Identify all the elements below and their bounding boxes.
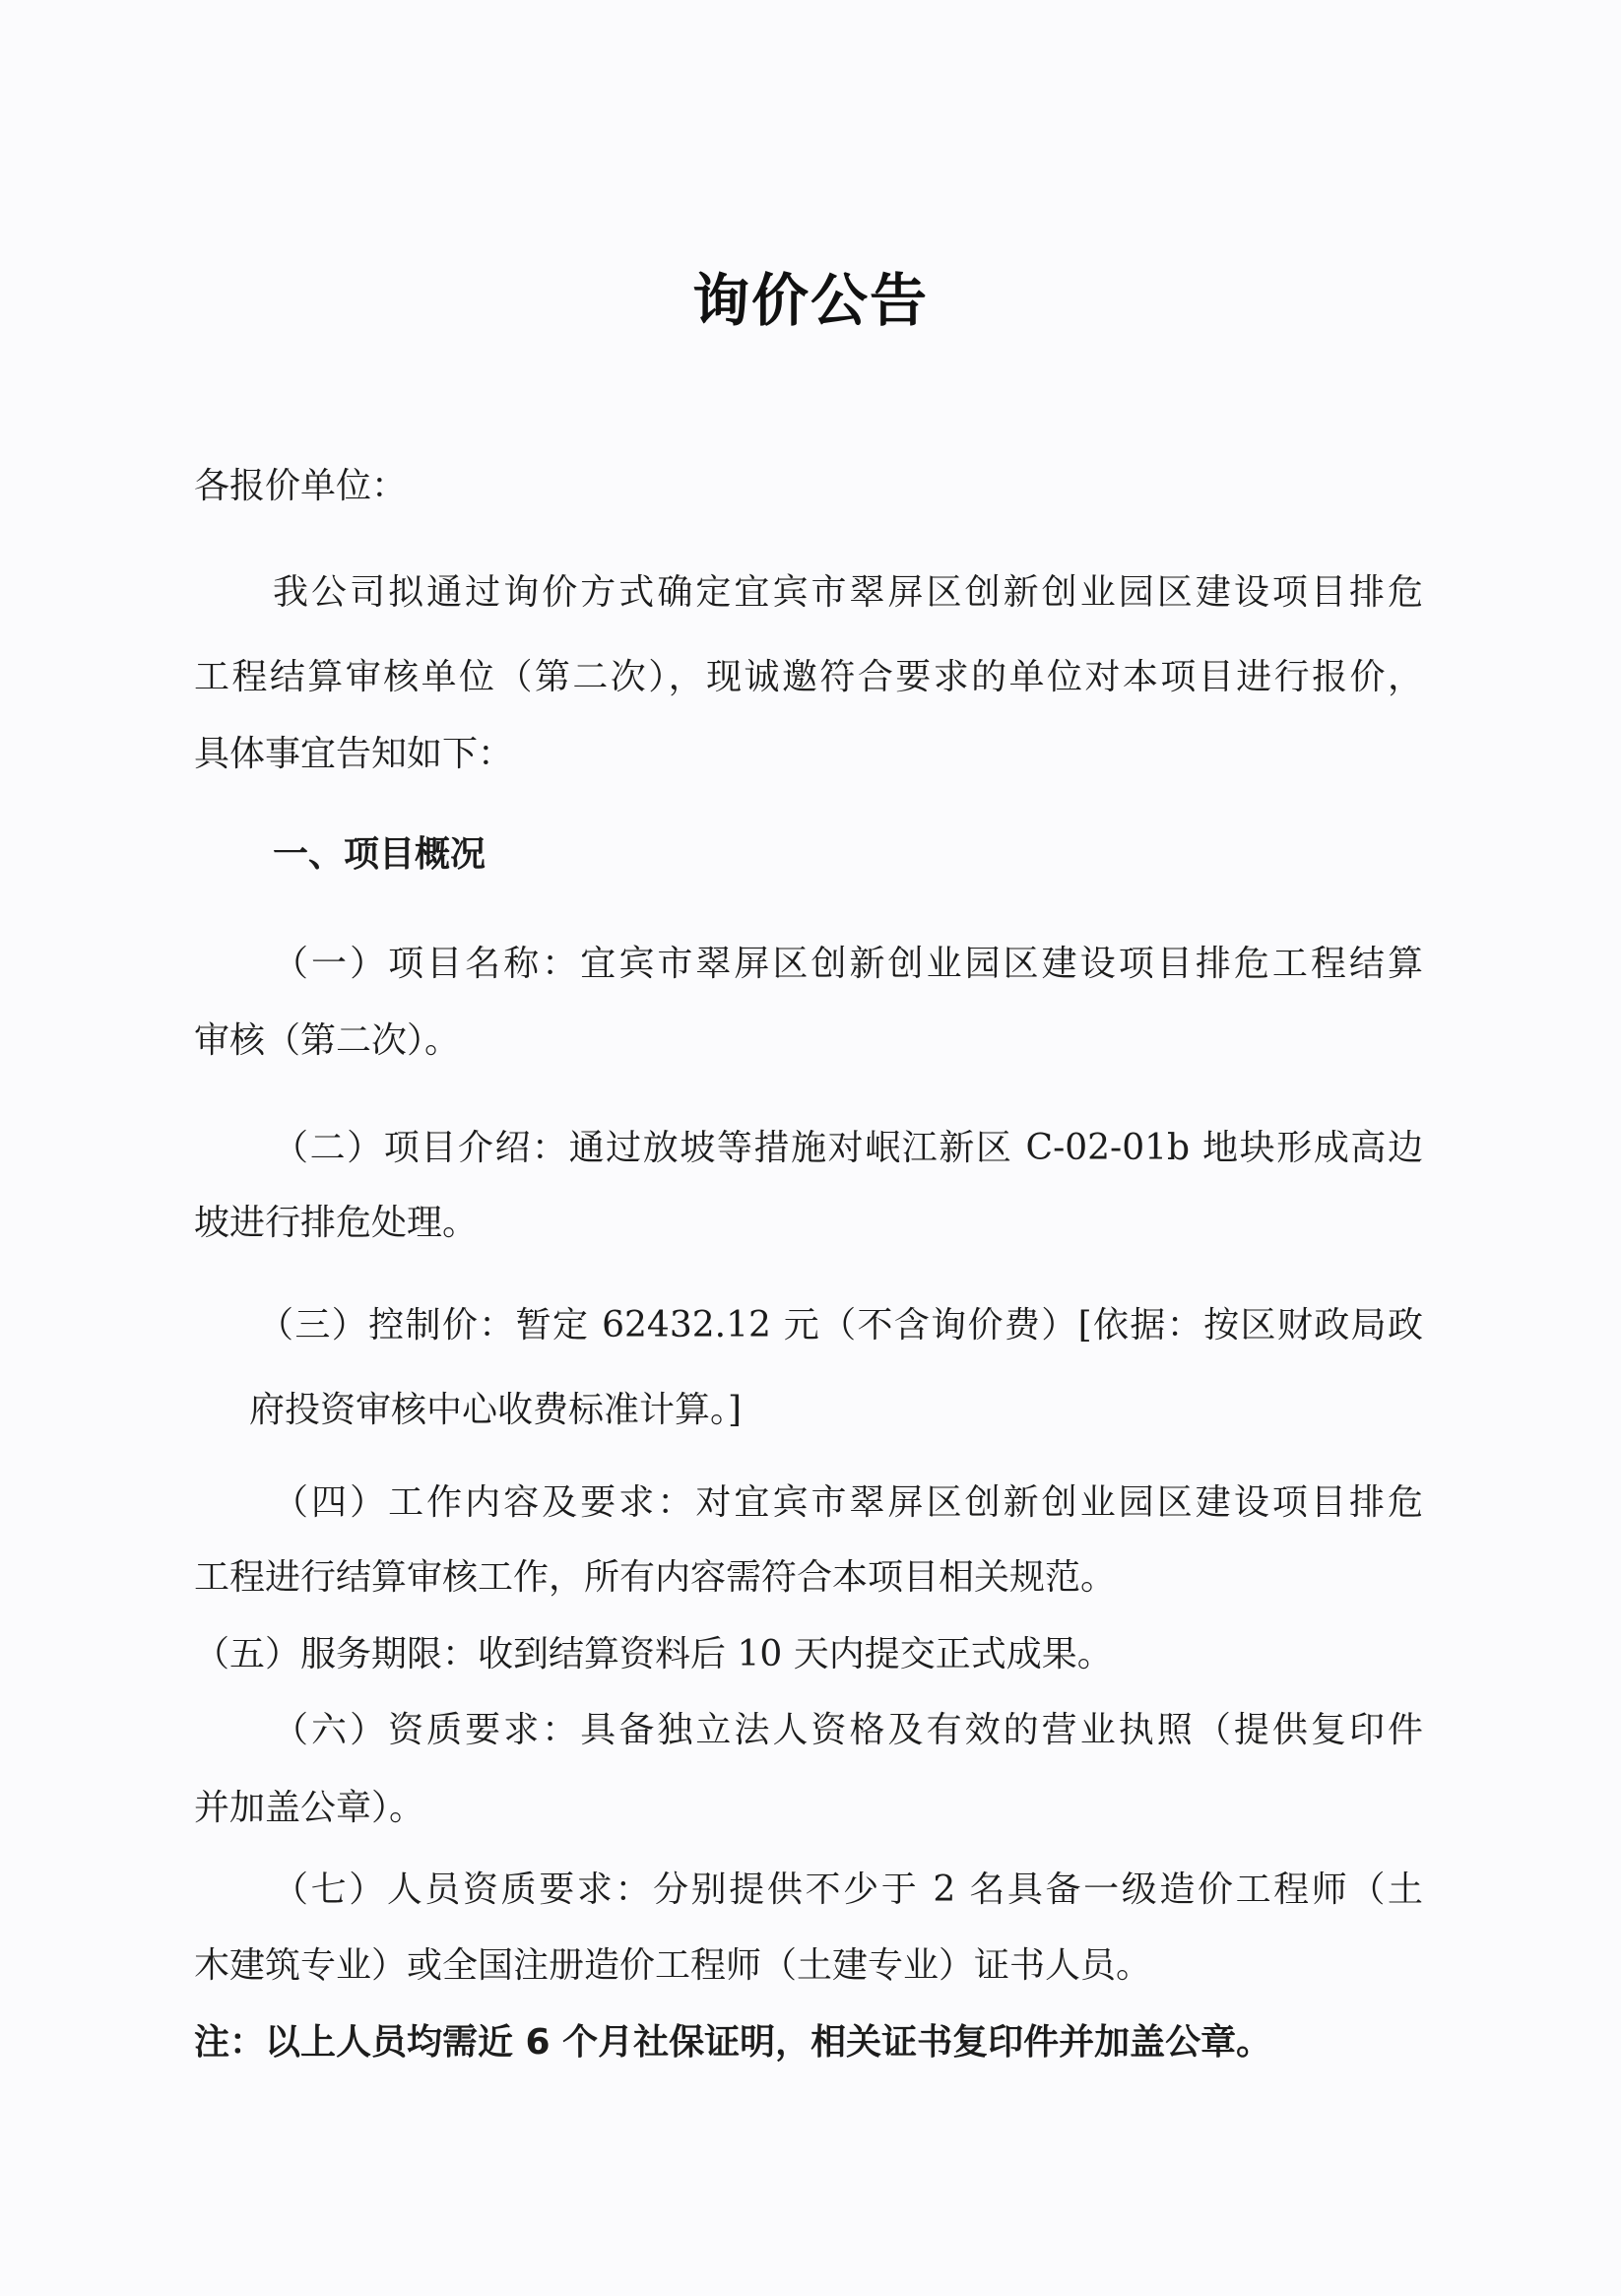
item-staff-line-1 <box>273 1867 1423 1914</box>
item-qual-line-1 <box>273 1707 1423 1754</box>
item-work-line-2: 工程进行结算审核工作，所有内容需符合本项目相关规范。 <box>194 1557 1117 1598</box>
item-intro-text-1: 通过放坡等措施对岷江新区 C-02-01b 地块形成高边 <box>568 1128 1423 1168</box>
item-qual-label: （六）资质要求： <box>273 1710 581 1750</box>
item-price-text-1: 暂定 62432.12 元（不含询价费）[依据：按区财政局政 <box>515 1305 1423 1345</box>
item-price-line-1 <box>258 1302 1423 1349</box>
intro-line-3: 具体事宜告知如下： <box>194 734 514 774</box>
item-price-line-2: 府投资审核中心收费标准计算。] <box>249 1390 743 1430</box>
item-intro-label: （二）项目介绍： <box>273 1128 569 1168</box>
item-name-text-1: 宜宾市翠屏区创新创业园区建设项目排危工程结算 <box>580 944 1423 984</box>
salutation: 各报价单位： <box>194 466 408 506</box>
intro-line-2: 工程结算审核单位（第二次），现诚邀符合要求的单位对本项目进行报价， <box>194 657 1423 697</box>
item-staff-text-1: 分别提供不少于 2 名具备一级造价工程师（土 <box>653 1870 1423 1910</box>
item-work-line-1 <box>273 1479 1423 1527</box>
item-staff-label: （七）人员资质要求： <box>273 1870 654 1910</box>
item-qual-text-1: 具备独立法人资格及有效的营业执照（提供复印件 <box>580 1710 1423 1750</box>
item-price-label: （三）控制价： <box>258 1305 516 1345</box>
item-work-label: （四）工作内容及要求： <box>273 1482 696 1523</box>
item-name-line-1 <box>273 941 1423 988</box>
page-title: 询价公告 <box>691 267 929 334</box>
item-period-line-1 <box>194 1631 1113 1678</box>
note: 注：以上人员均需近 6 个月社保证明，相关证书复印件并加盖公章。 <box>194 2022 1272 2063</box>
item-intro-line-1 <box>273 1125 1423 1172</box>
item-period-text-1: 收到结算资料后 10 天内提交正式成果。 <box>478 1634 1113 1674</box>
item-period-label: （五）服务期限： <box>194 1634 479 1674</box>
item-name-line-2: 审核（第二次）。 <box>194 1020 461 1061</box>
item-qual-line-2: 并加盖公章）。 <box>194 1788 425 1828</box>
item-name-label: （一）项目名称： <box>273 944 581 984</box>
item-staff-line-2: 木建筑专业）或全国注册造价工程师（土建专业）证书人员。 <box>194 1945 1152 1986</box>
intro-line-1: 我公司拟通过询价方式确定宜宾市翠屏区创新创业园区建设项目排危 <box>273 572 1423 613</box>
item-work-text-1: 对宜宾市翠屏区创新创业园区建设项目排危 <box>695 1482 1423 1523</box>
item-intro-line-2: 坡进行排危处理。 <box>194 1203 479 1243</box>
section-heading: 一、项目概况 <box>273 834 486 875</box>
